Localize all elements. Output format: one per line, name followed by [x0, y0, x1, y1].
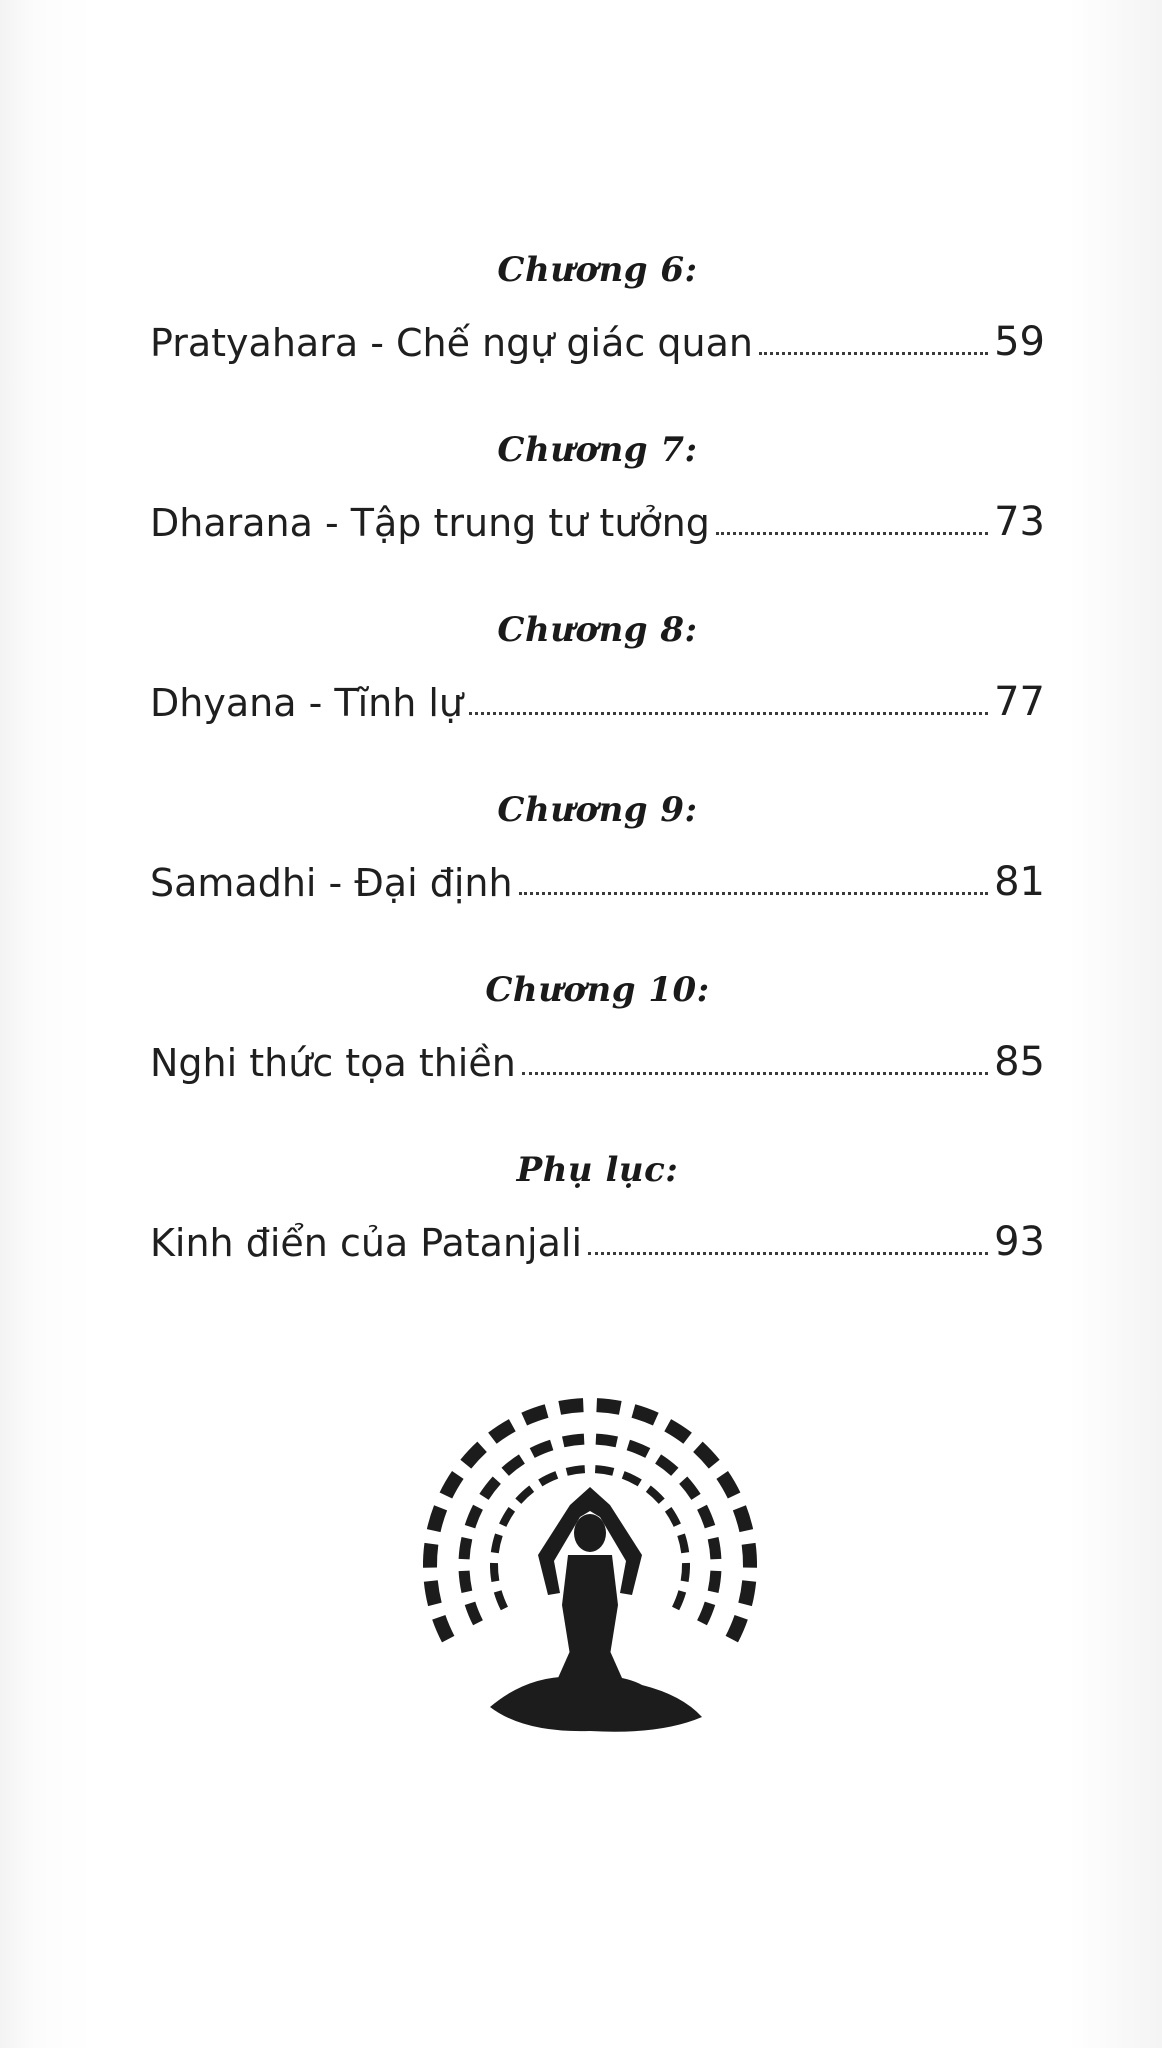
ring-segment	[668, 1509, 677, 1525]
ring-segment	[503, 1509, 512, 1525]
toc-entry	[150, 859, 1045, 905]
entry-title: Dharana - Tập trung tư tưởng	[150, 501, 710, 545]
ring-segment	[702, 1603, 710, 1623]
page-number: 59	[994, 319, 1045, 365]
ring-segment	[446, 1475, 458, 1496]
chapter-heading: Chương 8:	[497, 610, 698, 650]
page-number: 93	[994, 1219, 1045, 1265]
ring-segment	[658, 1459, 675, 1472]
ring-segment	[628, 1445, 648, 1453]
ring-segment	[431, 1581, 435, 1604]
ring-segment	[623, 1475, 640, 1483]
toc-entry	[150, 319, 1045, 365]
chapter-heading: Chương 6:	[497, 250, 698, 290]
chapter-heading: Chương 7:	[497, 430, 698, 470]
chapter-heading: Chương 9:	[497, 790, 698, 830]
ring-segment	[722, 1475, 734, 1496]
ring-segment	[524, 1411, 546, 1419]
ring-segment	[713, 1538, 716, 1559]
ring-segment	[749, 1544, 750, 1568]
ring-segment	[498, 1591, 505, 1608]
table-of-contents	[150, 250, 1045, 1330]
ring-segment	[595, 1469, 613, 1472]
ring-segment	[698, 1447, 714, 1464]
page-number: 73	[994, 499, 1045, 545]
entry-title: Kinh điển của Patanjali	[150, 1221, 583, 1265]
ring-segment	[676, 1591, 683, 1608]
ring-segment	[494, 1563, 495, 1581]
ring-segment	[563, 1439, 584, 1442]
ring-segment	[567, 1469, 585, 1472]
ring-segment	[532, 1445, 552, 1453]
ring-segment	[466, 1447, 482, 1464]
meditating-figure-icon	[420, 1355, 760, 1775]
dot-leader	[522, 1072, 988, 1075]
ring-segment	[745, 1581, 749, 1604]
ring-segment	[505, 1459, 522, 1472]
dot-leader	[716, 532, 988, 535]
toc-chapter-10	[150, 970, 1045, 1150]
chapter-heading: Phụ lục:	[516, 1150, 679, 1190]
ring-segment	[713, 1571, 716, 1592]
ring-segment	[668, 1425, 688, 1438]
page-number: 77	[994, 679, 1045, 725]
entry-title: Samadhi - Đại định	[150, 861, 513, 905]
ring-segment	[596, 1439, 617, 1442]
toc-entry	[150, 1039, 1045, 1085]
toc-entry	[150, 499, 1045, 545]
dot-leader	[469, 712, 988, 715]
ring-segment	[633, 1411, 655, 1419]
dot-leader	[519, 892, 989, 895]
page-number: 81	[994, 859, 1045, 905]
ring-segment	[434, 1508, 441, 1531]
ring-segment	[464, 1571, 467, 1592]
ring-segment	[492, 1425, 512, 1438]
toc-entry	[150, 679, 1045, 725]
ring-segment	[732, 1617, 741, 1639]
ring-segment	[470, 1603, 478, 1623]
ring-segment	[540, 1475, 557, 1483]
ring-segment	[470, 1507, 478, 1527]
chapter-heading: Chương 10:	[485, 970, 710, 1010]
ring-segment	[648, 1489, 661, 1502]
ring-segment	[739, 1508, 746, 1531]
ring-segment	[430, 1544, 431, 1568]
entry-title: Pratyahara - Chế ngự giác quan	[150, 321, 753, 365]
ring-segment	[560, 1405, 584, 1408]
dot-leader	[588, 1252, 988, 1255]
ring-segment	[439, 1617, 448, 1639]
toc-appendix	[150, 1150, 1045, 1330]
ring-segment	[685, 1563, 686, 1581]
ring-segment	[683, 1480, 696, 1497]
toc-chapter-6	[150, 250, 1045, 430]
ring-segment	[495, 1535, 499, 1553]
ring-segment	[464, 1538, 467, 1559]
toc-chapter-8	[150, 610, 1045, 790]
ring-segment	[597, 1405, 621, 1408]
toc-chapter-9	[150, 790, 1045, 970]
ring-segment	[702, 1507, 710, 1527]
ring-segment	[484, 1480, 497, 1497]
toc-chapter-7	[150, 430, 1045, 610]
dot-leader	[759, 352, 988, 355]
entry-title: Dhyana - Tĩnh lự	[150, 681, 464, 725]
toc-entry	[150, 1219, 1045, 1265]
ring-segment	[681, 1535, 685, 1553]
entry-title: Nghi thức tọa thiền	[150, 1041, 516, 1085]
ring-segment	[518, 1489, 531, 1502]
page-number: 85	[994, 1039, 1045, 1085]
